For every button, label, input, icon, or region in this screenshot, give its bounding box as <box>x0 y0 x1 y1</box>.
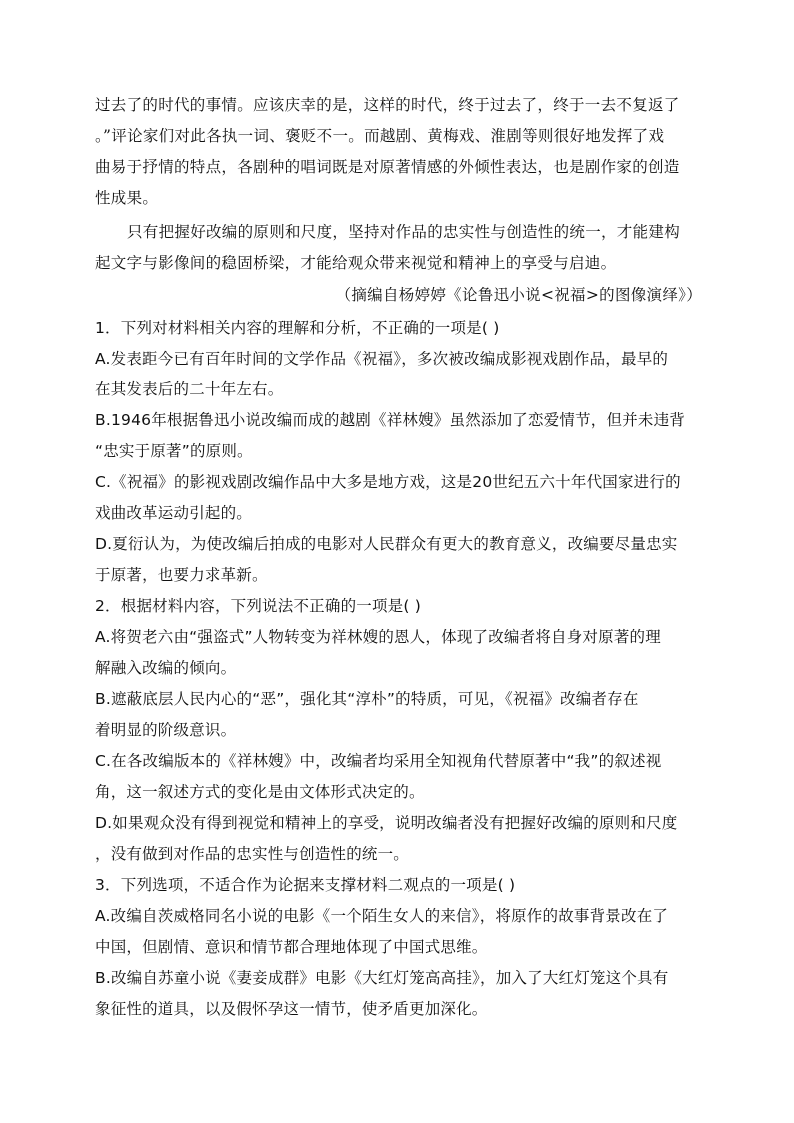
question-2-option-a-cont: 解融入改编的倾向。 <box>95 659 237 677</box>
passage-line: 只有把握好改编的原则和尺度，坚持对作品的忠实性与创造性的统一，才能建构 <box>127 223 681 241</box>
passage-line: 。”评论家们对此各执一词、褒贬不一。而越剧、黄梅戏、淮剧等则很好地发挥了戏 <box>95 127 665 145</box>
passage-line: 性成果。 <box>95 189 159 207</box>
question-2-option-b: B.遮蔽底层人民内心的“恶”，强化其“淳朴”的特质，可见，《祝福》改编者存在 <box>95 690 639 708</box>
question-3-option-a-cont: 中国，但剧情、意识和情节都合理地体现了中国式思维。 <box>95 938 488 956</box>
question-2-option-d-cont: ，没有做到对作品的忠实性与创造性的统一。 <box>95 845 410 863</box>
passage-line: 曲易于抒情的特点，各剧种的唱词既是对原著情感的外倾性表达，也是剧作家的创造 <box>95 158 680 176</box>
question-3-option-b: B.改编自苏童小说《妻妾成群》电影《大红灯笼高高挂》，加入了大红灯笼这个具有 <box>95 969 669 987</box>
question-2-option-a: A.将贺老六由“强盗式”人物转变为祥林嫂的恩人，体现了改编者将自身对原著的理 <box>95 628 661 646</box>
question-1-option-d: D.夏衍认为，为使改编后拍成的电影对人民群众有更大的教育意义，改编要尽量忠实 <box>95 535 678 553</box>
question-2-option-c: C.在各改编版本的《祥林嫂》中，改编者均采用全知视角代替原著中“我”的叙述视 <box>95 752 662 770</box>
question-2-option-c-cont: 角，这一叙述方式的变化是由文体形式决定的。 <box>95 783 425 801</box>
question-1-option-d-cont: 于原著，也要力求革新。 <box>95 566 268 584</box>
question-1-option-b: B.1946年根据鲁迅小说改编而成的越剧《祥林嫂》虽然添加了恋爱情节，但并未违背 <box>95 411 686 429</box>
passage-line: 起文字与影像间的稳固桥梁，才能给观众带来视觉和精神上的享受与启迪。 <box>95 254 617 272</box>
passage-line: 过去了的时代的事情。应该庆幸的是，这样的时代，终于过去了，终于一去不复返了 <box>95 96 680 114</box>
question-3-option-a: A.改编自茨威格同名小说的电影《一个陌生女人的来信》，将原作的故事背景改在了 <box>95 907 669 925</box>
question-1-stem: 1．下列对材料相关内容的理解和分析，不正确的一项是( ) <box>95 319 500 337</box>
question-2-stem: 2．根据材料内容，下列说法不正确的一项是( ) <box>95 597 421 615</box>
question-1-option-b-cont: “忠实于原著”的原则。 <box>95 442 253 460</box>
source-citation: （摘编自杨婷婷《论鲁迅小说<祝福>的图像演绎》） <box>335 286 702 304</box>
question-1-option-a-cont: 在其发表后的二十年左右。 <box>95 380 284 398</box>
question-3-stem: 3．下列选项，不适合作为论据来支撑材料二观点的一项是( ) <box>95 876 516 894</box>
question-1-option-a: A.发表距今已有百年时间的文学作品《祝福》，多次被改编成影视戏剧作品，最早的 <box>95 350 669 368</box>
question-2-option-d: D.如果观众没有得到视觉和精神上的享受，说明改编者没有把握好改编的原则和尺度 <box>95 814 678 832</box>
question-1-option-c-cont: 戏曲改革运动引起的。 <box>95 504 253 522</box>
question-3-option-b-cont: 象征性的道具，以及假怀孕这一情节，使矛盾更加深化。 <box>95 1000 488 1018</box>
question-2-option-b-cont: 着明显的阶级意识。 <box>95 721 237 739</box>
question-1-option-c: C.《祝福》的影视戏剧改编作品中大多是地方戏，这是20世纪五六十年代国家进行的 <box>95 473 681 491</box>
